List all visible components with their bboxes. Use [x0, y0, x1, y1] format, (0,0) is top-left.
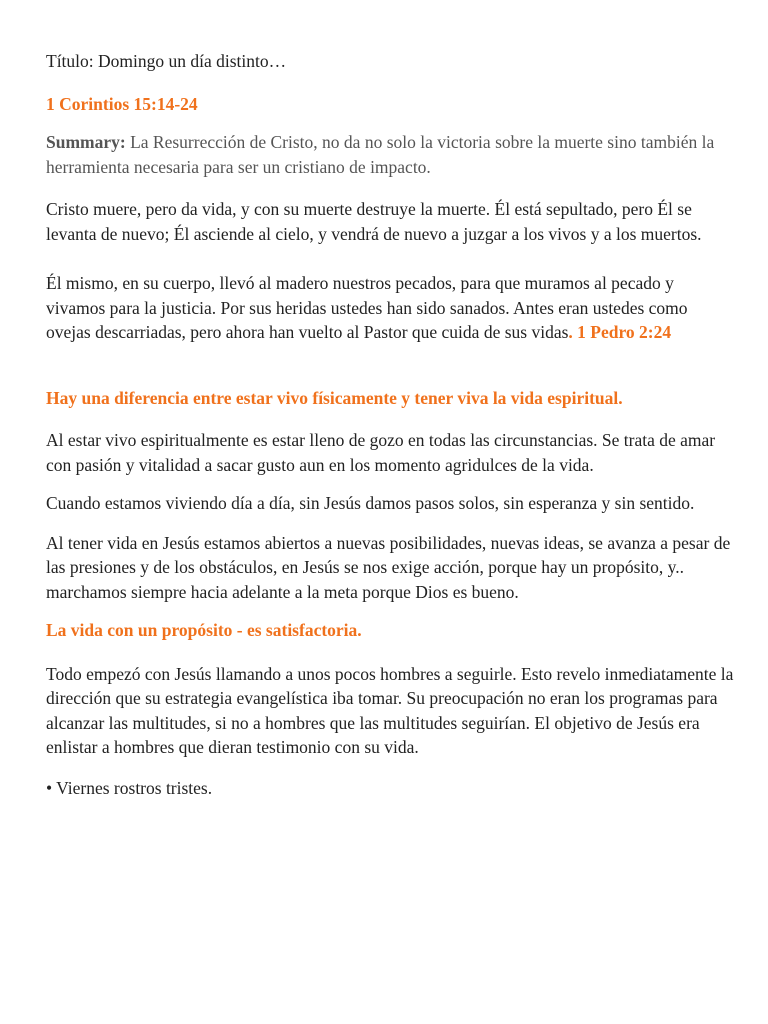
bullet-item: • Viernes rostros tristes. [46, 777, 213, 798]
scripture-reference: 1 Corintios 15:14-24 [46, 93, 198, 114]
summary-label: Summary: [46, 132, 126, 152]
paragraph-pedro-quote [46, 271, 736, 345]
paragraph-vida-en-jesus: Al tener vida en Jesús estamos abiertos a nuevas posibilidades, nuevas ideas, se avanza a pesar de las presiones y de los obstáculos, en Jesús se nos exige acción, porque hay un propósito, y.. marchamos siempre hacia adelante a la meta porque Dios es bueno. [46, 532, 731, 602]
summary-text: La Resurrección de Cristo, no da no solo la victoria sobre la muerte sino también la herramienta necesaria para ser un cristiano de impacto. [46, 132, 715, 177]
quote-reference: . 1 Pedro 2:24 [568, 322, 672, 342]
quote-text: Él mismo, en su cuerpo, llevó al madero nuestros pecados, para que muramos al pecado y vivamos para la justicia. Por sus heridas ustedes han sido sanados. Antes eran ustedes como ovejas descarriadas, pero ahora han vuelto al Pastor que cuida de sus vidas [46, 273, 688, 342]
paragraph-resurrection: Cristo muere, pero da vida, y con su muerte destruye la muerte. Él está sepultado, pero Él se levanta de nuevo; Él asciende al cielo, y vendrá de nuevo a juzgar a los vivos y a los muertos. [46, 199, 702, 244]
paragraph-todo-empezo: Todo empezó con Jesús llamando a unos pocos hombres a seguirle. Esto revelo inmediatamente la dirección que su estrategia evangelística iba tomar. Su preocupación no eran los programas para alcanzar las multitudes, si no a hombres que las multitudes seguirían. El objetivo de Jesús era enlistar a hombres que dieran testimonio con su vida. [46, 663, 734, 757]
summary-paragraph [46, 130, 736, 179]
document-title: Título: Domingo un día distinto… [46, 51, 287, 71]
document-body [46, 49, 736, 800]
paragraph-vivo-espiritualmente: Al estar vivo espiritualmente es estar lleno de gozo en todas las circunstancias. Se trata de amar con pasión y vitalidad a sacar gusto aun en los momento agridulces de la vida. [46, 430, 716, 475]
section-heading-proposito: La vida con un propósito - es satisfactoria. [46, 620, 362, 640]
paragraph-sin-jesus: Cuando estamos viviendo día a día, sin Jesús damos pasos solos, sin esperanza y sin sentido. [46, 493, 695, 513]
section-heading-vida-espiritual: Hay una diferencia entre estar vivo físicamente y tener viva la vida espiritual. [46, 387, 623, 408]
